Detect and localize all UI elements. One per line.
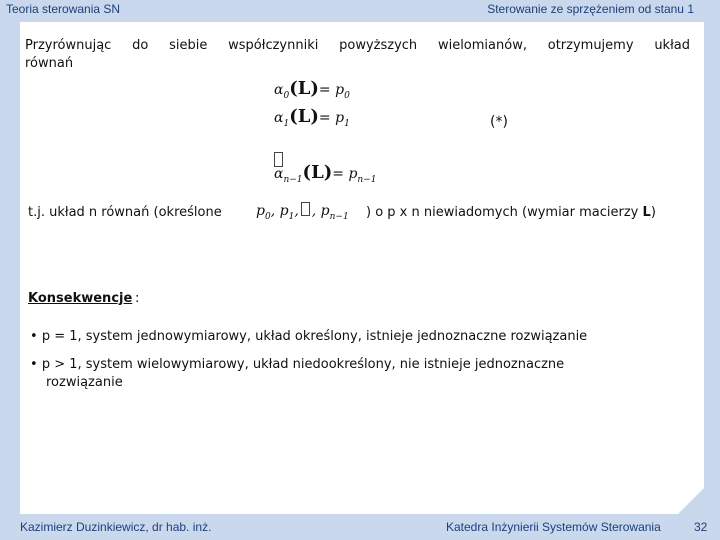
consequences-heading: Konsekwencje <box>28 291 133 306</box>
footer-author: Kazimierz Duzinkiewicz, dr hab. inż. <box>20 520 212 534</box>
tj-suffix-text: ) o p x n niewiadomych (wymiar macierzy L) <box>366 205 656 220</box>
header-topic-title: Sterowanie ze sprzężeniem od stanu 1 <box>487 2 694 16</box>
bullet-icon: • <box>30 357 38 372</box>
footer-department: Katedra Inżynierii Systemów Sterowania <box>446 520 661 534</box>
intro-line-2: równań <box>25 56 74 71</box>
header-course-title: Teoria sterowania SN <box>6 2 121 16</box>
bullet-item-2: • p > 1, system wielowymiarowy, układ niedookreślony, nie istnieje jednoznaczne <box>30 357 565 372</box>
ellipsis-icon <box>301 202 310 216</box>
equation-n-minus-1: $\alpha_{n-1}(L)= p_{n-1}$ <box>274 162 377 185</box>
tj-prefix-text: t.j. układ n równań (określone <box>28 205 222 220</box>
equation-0: $\alpha_0(L)= p_0$ <box>274 78 350 101</box>
bullet-item-2-continuation: rozwiązanie <box>46 375 123 390</box>
intro-line-1: Przyrównując do siebie współczynniki powyższych wielomianów, otrzymujemy układ <box>25 38 690 53</box>
equation-system-label: (*) <box>490 114 508 130</box>
bullet-icon: • <box>30 329 38 344</box>
page-number: 32 <box>694 520 708 534</box>
equation-1: $\alpha_1(L)= p_1$ <box>274 106 350 129</box>
slide-content <box>20 22 704 514</box>
coefficients-list: $p_0$, $p_1$, , $p_{n-1}$ <box>256 203 349 222</box>
bullet-item-1: • p = 1, system jednowymiarowy, układ określony, istnieje jednoznaczne rozwiązanie <box>30 329 588 344</box>
page-curl-corner <box>678 488 704 514</box>
consequences-colon: : <box>135 291 140 306</box>
